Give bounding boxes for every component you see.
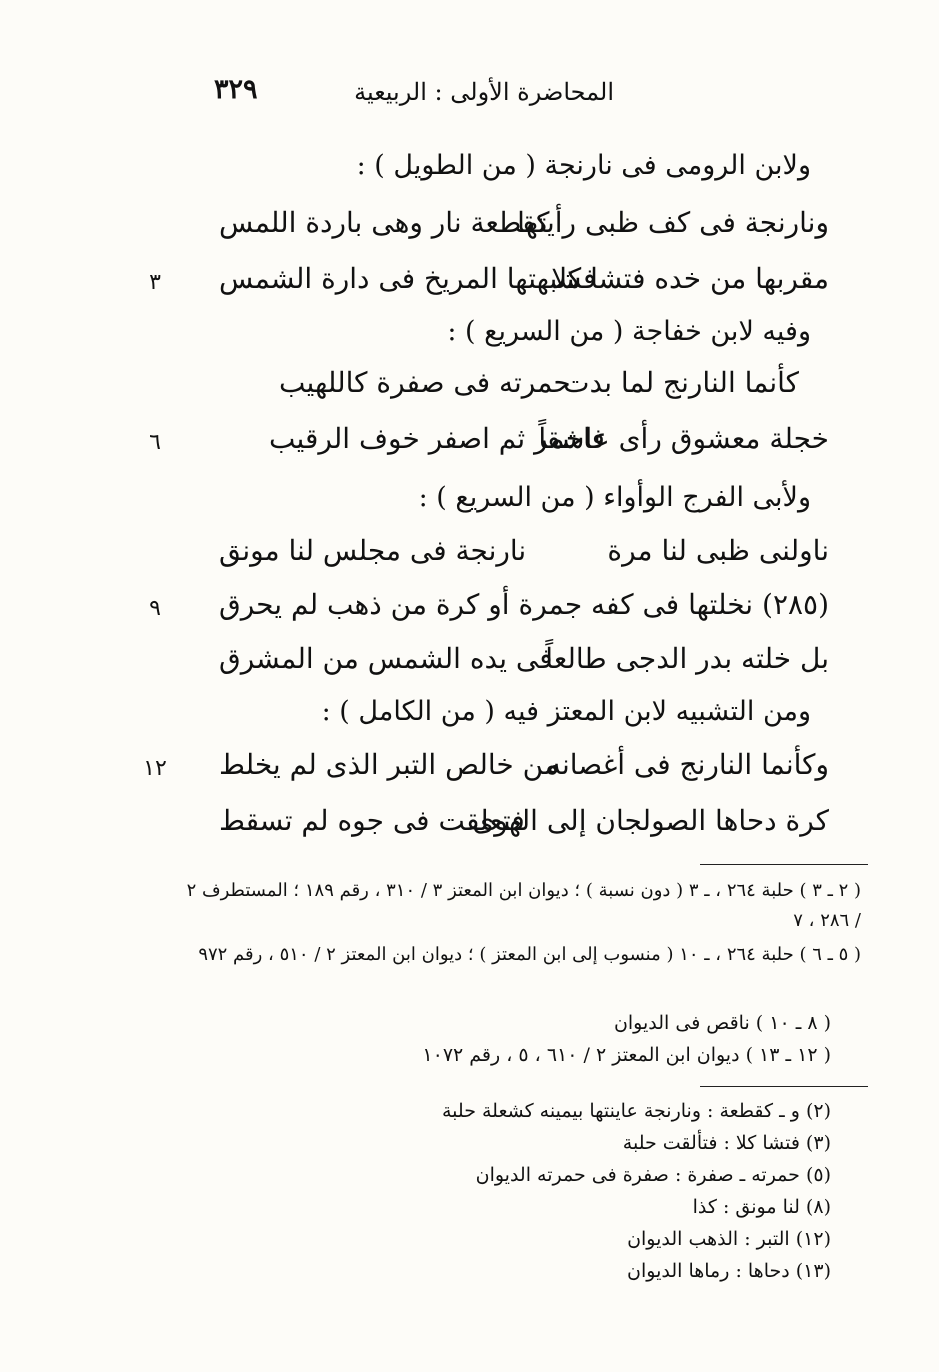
- verse-line: [219, 748, 829, 792]
- page-number: ٣٢٩: [214, 74, 258, 105]
- verse-second-hemistich: من خالص التبر الذى لم يخلط: [219, 748, 559, 781]
- verse-line: [219, 804, 829, 848]
- verse-line: [219, 588, 829, 632]
- source-note: ( ٢ ـ ٣ ) حلبة ٢٦٤ ، ـ ٣ ( دون نسبة ) ؛ ديوان ابن المعتز ٣ / ٣١٠ ، رقم ١٨٩ ؛ المستطرف ٢ / ٢٨٦ ، ٧: [186, 880, 861, 931]
- verse-second-hemistich: أو كرة من ذهب لم يحرق: [219, 588, 510, 621]
- variant-note: (٨) لنا مونق : كذا: [692, 1196, 831, 1218]
- poem-intro: وفيه لابن خفاجة ( من السريع ) :: [447, 316, 811, 347]
- variant-note: (١٣) دحاها : رماها الديوان: [627, 1260, 831, 1282]
- verse-second-hemistich: فشبهتها المريخ فى دارة الشمس: [219, 262, 597, 295]
- verse-first-hemistich: بل خلته بدر الدجى طالعاً: [545, 642, 829, 675]
- verse-line: [219, 206, 829, 250]
- verse-second-hemistich: حمرته فى صفرة كاللهيب: [279, 366, 571, 399]
- poem-intro: ولأبى الفرج الوأواء ( من السريع ) :: [418, 482, 811, 513]
- verse-line: [219, 534, 829, 578]
- verse-second-hemistich: فاحمر ثم اصفر خوف الرقيب: [269, 422, 605, 455]
- variant-note: (٣) فتشا كلا : فتألقت حلبة: [622, 1132, 831, 1154]
- verse-first-hemistich: (٢٨٥) نخلتها فى كفه جمرة: [518, 588, 829, 621]
- source-note: ( ٨ ـ ١٠ ) ناقص فى الديوان: [613, 1012, 831, 1034]
- verse-first-hemistich: كرة دحاها الصولجان إلى الهوى: [472, 804, 829, 837]
- verse-second-hemistich: فتعلقت فى جوه لم تسقط: [219, 804, 525, 837]
- verse-line: [219, 422, 829, 466]
- footnote-divider: [700, 1086, 868, 1087]
- verse-first-hemistich: ناولنى ظبى لنا مرة: [607, 534, 829, 567]
- line-number: ٦: [149, 430, 161, 455]
- poem-intro: ومن التشبيه لابن المعتز فيه ( من الكامل ) :: [321, 696, 811, 727]
- variant-note: (٥) حمرته ـ صفرة : صفرة فى حمرته الديوان: [475, 1164, 831, 1186]
- variant-note: (١٢) التبر : الذهب الديوان: [627, 1228, 831, 1250]
- source-note: ( ١٢ ـ ١٣ ) ديوان ابن المعتز ٢ / ٦١٠ ، ٥ ، رقم ١٠٧٢: [422, 1044, 831, 1066]
- footnote-divider: [700, 864, 868, 865]
- line-number: ٣: [149, 270, 161, 295]
- verse-line: [219, 262, 829, 306]
- verse-first-hemistich: مقربها من خده فتشا كلا: [551, 262, 829, 295]
- verse-second-hemistich: كقطعة نار وهى باردة اللمس: [219, 206, 550, 239]
- verse-line: [219, 642, 829, 686]
- line-number: ٩: [149, 596, 161, 621]
- verse-second-hemistich: فى يده الشمس من المشرق: [219, 642, 553, 675]
- line-number: ١٢: [143, 756, 167, 781]
- verse-first-hemistich: خجلة معشوق رأى عاشقاً: [538, 422, 829, 455]
- verse-first-hemistich: ونارنجة فى كف ظبى رأيتها: [517, 206, 829, 239]
- source-note: ( ٥ ـ ٦ ) حلبة ٢٦٤ ، ـ ١٠ ( منسوب إلى ابن المعتز ) ؛ ديوان ابن المعتز ٢ / ٥١٠ ، رقم ٩٧٢: [198, 944, 861, 965]
- verse-first-hemistich: كأنما النارنج لما بدت: [563, 366, 799, 399]
- verse-second-hemistich: نارنجة فى مجلس لنا مونق: [219, 534, 527, 567]
- variant-note: (٢) و ـ كقطعة : ونارنجة عاينتها بيمينه كشعلة حلبة: [442, 1100, 831, 1122]
- verse-line: [219, 366, 829, 410]
- poem-intro: ولابن الرومى فى نارنجة ( من الطويل ) :: [356, 150, 811, 181]
- running-header: المحاضرة الأولى : الربيعية: [354, 78, 614, 106]
- verse-first-hemistich: وكأنما النارنج فى أغصانه: [546, 748, 829, 781]
